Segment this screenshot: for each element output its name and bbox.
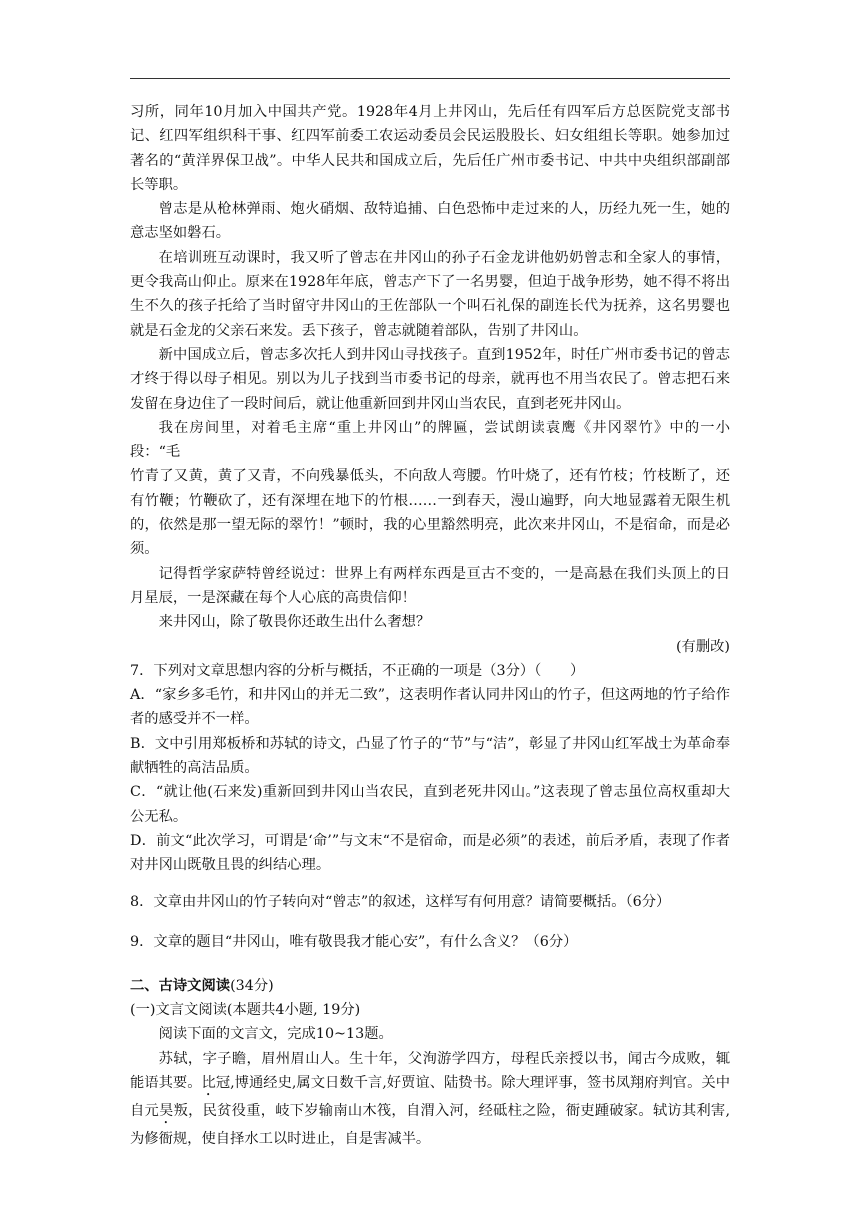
classical-text-part-2: 冠,博通经史,属文日数千言,好贾谊、陆贽书。除大理评事，签书凤翔府判官。关中自元	[130, 1074, 731, 1119]
classical-text	[130, 1047, 730, 1152]
passage-paragraph-5a: 我在房间里，对着毛主席“重上井冈山”的牌匾，尝试朗读袁鹰《井冈翠竹》中的一小段：“毛	[130, 419, 730, 461]
classical-text-part-1: 苏轼，字子瞻，眉州眉山人。生十年，父洵游学四方，母程氏亲授以书，闻古今成败，辄能语其要。	[130, 1050, 730, 1091]
passage-paragraph-1: 习所，同年10月加入中国共产党。1928年4月上井冈山，先后任有四军后方总医院党支部书记、红四军组织科干事、红四军前委工农运动委员会民运股股长、妇女组组长等职。她参加过著名的“黄洋界保卫战”。中华人民共和国成立后，先后任广州市委书记、中共中央组织部副部长等职。	[130, 104, 730, 193]
section-heading	[130, 974, 730, 998]
emphasis-char-hao: 昊	[159, 1102, 174, 1119]
passage-paragraph-7: 来井冈山，除了敬畏你还敢生出什么奢想？	[158, 614, 431, 631]
section-heading-title: 二、古诗文阅读	[130, 978, 231, 995]
question-9: 9．文章的题目“井冈山，唯有敬畏我才能心安”，有什么含义？（6分）	[130, 933, 578, 950]
question-7-option-a: A．“家乡多毛竹，和井冈山的并无二致”，这表明作者认同井冈山的竹子，但这两地的竹子给作者的感受并不一样。	[130, 687, 730, 728]
document-page	[130, 100, 730, 1151]
passage-paragraph-4: 新中国成立后，曾志多次托人到井冈山寻找孩子。直到1952年，时任广州市委书记的曾志才终于得以母子相见。别以为儿子找到当市委书记的母亲，就再也不用当农民了。曾志把石来发留在身边住了一段时间后，就让他重新回到井冈山当农民，直到老死井冈山。	[130, 346, 730, 412]
emphasis-char-bi: 比	[201, 1074, 216, 1091]
subsection-heading: (一)文言文阅读(本题共4小题, 19分)	[130, 1002, 361, 1019]
passage-edit-note: (有删改)	[675, 638, 730, 655]
question-8: 8．文章由井冈山的竹子转向对“曾志”的叙述，这样写有何用意？请简要概括。（6分）	[130, 893, 671, 910]
section-heading-score: (34分)	[230, 978, 274, 995]
header-rule	[130, 78, 730, 79]
reading-instruction: 阅读下面的文言文，完成10~13题。	[158, 1026, 393, 1043]
question-7-option-b: B．文中引用郑板桥和苏轼的诗文，凸显了竹子的“节”与“洁”，彰显了井冈山红军战士为革命奉献牺牲的高洁品质。	[130, 735, 730, 777]
question-7-option-d: D．前文“此次学习，可谓是‘命’”与文末“不是宿命，而是必须”的表述，前后矛盾，表现了作者对井冈山既敬且畏的纠结心理。	[130, 832, 730, 874]
passage-paragraph-6: 记得哲学家萨特曾经说过：世界上有两样东西是亘古不变的，一是高悬在我们头顶上的日月星辰，一是深藏在每个人心底的高贵信仰！	[130, 565, 730, 606]
passage-paragraph-3: 在培训班互动课时，我又听了曾志在井冈山的孙子石金龙讲他奶奶曾志和全家人的事情，更令我高山仰止。原来在1928年年底，曾志产下了一名男婴，但迫于战争形势，她不得不将出生不久的孩子托给了当时留守井冈山的王佐部队一个叫石礼保的副连长代为抚养，这名男婴也就是石金龙的父亲石来发。丢下孩子，曾志就随着部队，告别了井冈山。	[130, 249, 730, 339]
question-7: 7．下列对文章思想内容的分析与概括，不正确的一项是（3分）（ ）	[130, 662, 585, 679]
passage-paragraph-5b: 竹青了又黄，黄了又青，不向残暴低头，不向敌人弯腰。竹叶烧了，还有竹枝；竹枝断了，还有竹鞭；竹鞭砍了，还有深埋在地下的竹根……一到春天，漫山遍野，向大地显露着无限生机的，依然是那一望无际的翠竹！”顿时，我的心里豁然明亮，此次来井冈山，不是宿命，而是必须。	[130, 468, 730, 558]
passage-paragraph-2: 曾志是从枪林弹雨、炮火硝烟、敌特追捕、白色恐怖中走过来的人，历经九死一生，她的意志坚如磐石。	[130, 201, 730, 242]
classical-text-part-3: 叛，民贫役重，岐下岁输南山木筏，自渭入河，经砥柱之险，衙吏踵破家。轼访其利害,为修衙规，使自择水工以时进止，自是害减半。	[130, 1102, 731, 1147]
question-7-option-c: C．“就让他(石来发)重新回到井冈山当农民，直到老死井冈山。”这表现了曾志虽位高权重却大公无私。	[130, 784, 730, 825]
